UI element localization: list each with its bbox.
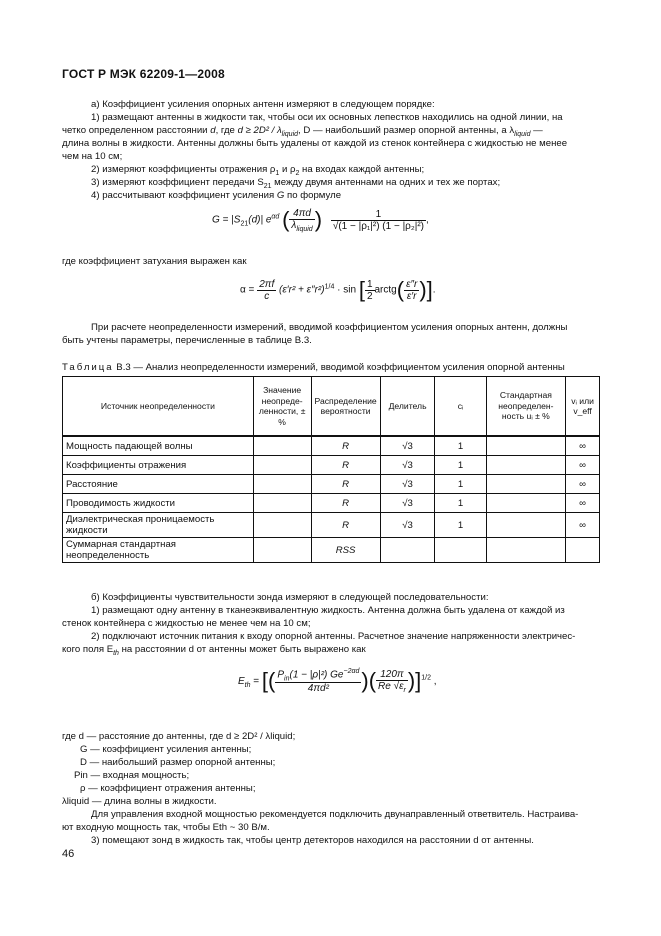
- table-cell: √3: [380, 475, 435, 494]
- table-row: [63, 456, 600, 475]
- table-cell: 1: [435, 475, 486, 494]
- table-cell: ∞: [566, 456, 600, 475]
- def-rho: ρ — коэффициент отражения антенны;: [80, 783, 256, 794]
- table-cell: √3: [380, 513, 435, 538]
- table-cell: √3: [380, 456, 435, 475]
- def-pin: Pin — входная мощность;: [74, 770, 190, 781]
- table-cell: [253, 436, 311, 456]
- page-header: ГОСТ Р МЭК 62209-1—2008: [62, 67, 225, 81]
- table-cell: 1: [435, 513, 486, 538]
- table-cell: [253, 494, 311, 513]
- table-cell: [486, 436, 566, 456]
- table-cell: R: [311, 494, 380, 513]
- para-end-line-2: ют входную мощность так, чтобы Eth ~ 30 В/м.: [62, 822, 270, 833]
- table-cell: [253, 513, 311, 538]
- table-source-cell: Расстояние: [63, 475, 254, 494]
- table-row: [63, 513, 600, 538]
- para-b-line-4: 2) подключают источник питания к входу опорной антенны. Расчетное значение напряженности электричес-: [91, 631, 576, 642]
- formula-gain: $G = |S_{21}(d)|$ $e^{\alpha d}$ ( $\frac{4\pi d}{\lambda_{liquid}}$ ) $\frac{1}{\text{√(1 − |ρ₁|²) (1 − |ρ₂|²)}}$ ,: [212, 207, 429, 233]
- table-body: [63, 436, 600, 563]
- para-a-line-7: 3) измеряют коэффициент передачи $S_{21}$ между двумя антеннами на одних и тех же портах;: [91, 177, 501, 190]
- def-d: где d — расстояние до антенны, где d ≥ 2D² / λliquid;: [62, 731, 296, 742]
- def-d-size: D — наибольший размер опорной антенны;: [80, 757, 276, 768]
- para-unc-line-2: быть учтены параметры, перечисленные в таблице В.3.: [62, 335, 312, 346]
- table-source-cell: Суммарная стандартная неопределенность: [63, 538, 254, 563]
- table-row: [63, 436, 600, 456]
- table-row: [63, 494, 600, 513]
- table-row: [63, 475, 600, 494]
- table-cell: R: [311, 513, 380, 538]
- table-cell: ∞: [566, 436, 600, 456]
- para-a-line-1: а) Коэффициент усиления опорных антенн измеряют в следующем порядке:: [91, 99, 435, 110]
- table-caption: Таблица В.3 — Анализ неопределенности измерений, вводимой коэффициентом усиления опорной антенны: [62, 362, 565, 373]
- table-header-cell: Делитель: [380, 377, 435, 437]
- uncertainty-table: [62, 376, 600, 563]
- table-cell: 1: [435, 436, 486, 456]
- table-cell: √3: [380, 436, 435, 456]
- table-header-cell: vᵢ или v_eff: [566, 377, 600, 437]
- table-cell: ∞: [566, 475, 600, 494]
- table-row: [63, 538, 600, 563]
- table-cell: [486, 494, 566, 513]
- para-a-line-3: четко определенном расстоянии d, где $d \ge 2D^2 / \lambda_{liquid}$, D — наибольший размер опорной антенны, а $\lambda_{liquid}$ —: [62, 125, 543, 138]
- table-cell: R: [311, 456, 380, 475]
- table-header-cell: Источник неопределенности: [63, 377, 254, 437]
- table-cell: [566, 538, 600, 563]
- para-a-line-5: чем на 10 см;: [62, 151, 123, 162]
- formula-eth: $E_{th}$ = [( $\frac{P_{in}(1 - |\rho|^2) Ge^{-2\alpha d}}{\text{4πd²}}$ )( $\frac{120\pi}{Re √\varepsilon_r}$ )]$^{1/2}$ ,: [238, 668, 437, 695]
- para-b-line-5: кого поля $E_{th}$ на расстоянии d от антенны может быть выражено как: [62, 644, 366, 657]
- para-end-line-3: 3) помещают зонд в жидкость так, чтобы центр детекторов находился на расстоянии d от антенны.: [91, 835, 534, 846]
- para-a-line-2: 1) размещают антенны в жидкости так, чтобы оси их основных лепестков находились на одной линии, на: [91, 112, 563, 123]
- table-cell: 1: [435, 456, 486, 475]
- para-b-line-3: стенок контейнера с жидкостью не менее чем на 10 см;: [62, 618, 311, 629]
- para-b-line-1: б) Коэффициенты чувствительности зонда измеряют в следующей последовательности:: [91, 592, 489, 603]
- formula-alpha: α = $\frac{2\pi f}{c}$ $(\varepsilon'r^2 + \varepsilon''r^2)^{1/4} \cdot \sin$ [ $\frac{1}{2}$ arctg( $\frac{\varepsilon''r}{\varepsilon'r}$ )].: [240, 277, 436, 302]
- table-cell: R: [311, 436, 380, 456]
- table-cell: [486, 538, 566, 563]
- table-cell: [486, 456, 566, 475]
- table-cell: √3: [380, 494, 435, 513]
- table-source-cell: Коэффициенты отражения: [63, 456, 254, 475]
- table-header-cell: Распределение вероятности: [311, 377, 380, 437]
- attenuation-intro: где коэффициент затухания выражен как: [62, 256, 247, 267]
- table-cell: [435, 538, 486, 563]
- def-lambda: λliquid — длина волны в жидкости.: [62, 796, 217, 807]
- table-cell: [253, 475, 311, 494]
- table-header-cell: cᵢ: [435, 377, 486, 437]
- table-header-cell: Значение неопределенности, ± %: [253, 377, 311, 437]
- table-cell: ∞: [566, 494, 600, 513]
- table-header-cell: Стандартная неопределенность uᵢ ± %: [486, 377, 566, 437]
- para-end-line-1: Для управления входной мощностью рекомендуется подключить двунаправленный ответвитель. Настраива-: [91, 809, 579, 820]
- table-cell: RSS: [311, 538, 380, 563]
- table-cell: 1: [435, 494, 486, 513]
- para-a-line-4: длина волны в жидкости. Антенны должны быть удалены от каждой из стенок контейнера с жидкостью не менее: [62, 138, 568, 149]
- def-g: G — коэффициент усиления антенны;: [80, 744, 252, 755]
- table-cell: [253, 538, 311, 563]
- para-unc-line-1: При расчете неопределенности измерений, вводимой коэффициентом усиления опорных антенн, должны: [91, 322, 568, 333]
- page-number: 46: [62, 848, 75, 860]
- table-cell: [486, 475, 566, 494]
- para-a-line-8: 4) рассчитывают коэффициент усиления G по формуле: [91, 190, 342, 201]
- table-source-cell: Диэлектрическая проницаемость жидкости: [63, 513, 254, 538]
- table-header-row: [63, 377, 600, 437]
- para-a-line-6: 2) измеряют коэффициенты отражения $\rho_1$ и $\rho_2$ на входах каждой антенны;: [91, 164, 425, 177]
- table-source-cell: Проводимость жидкости: [63, 494, 254, 513]
- table-cell: ∞: [566, 513, 600, 538]
- table-cell: R: [311, 475, 380, 494]
- table-cell: [253, 456, 311, 475]
- table-source-cell: Мощность падающей волны: [63, 436, 254, 456]
- table-cell: [380, 538, 435, 563]
- table-cell: [486, 513, 566, 538]
- para-b-line-2: 1) размещают одну антенну в тканеэквивалентную жидкость. Антенна должна быть удалена от каждой из: [91, 605, 565, 616]
